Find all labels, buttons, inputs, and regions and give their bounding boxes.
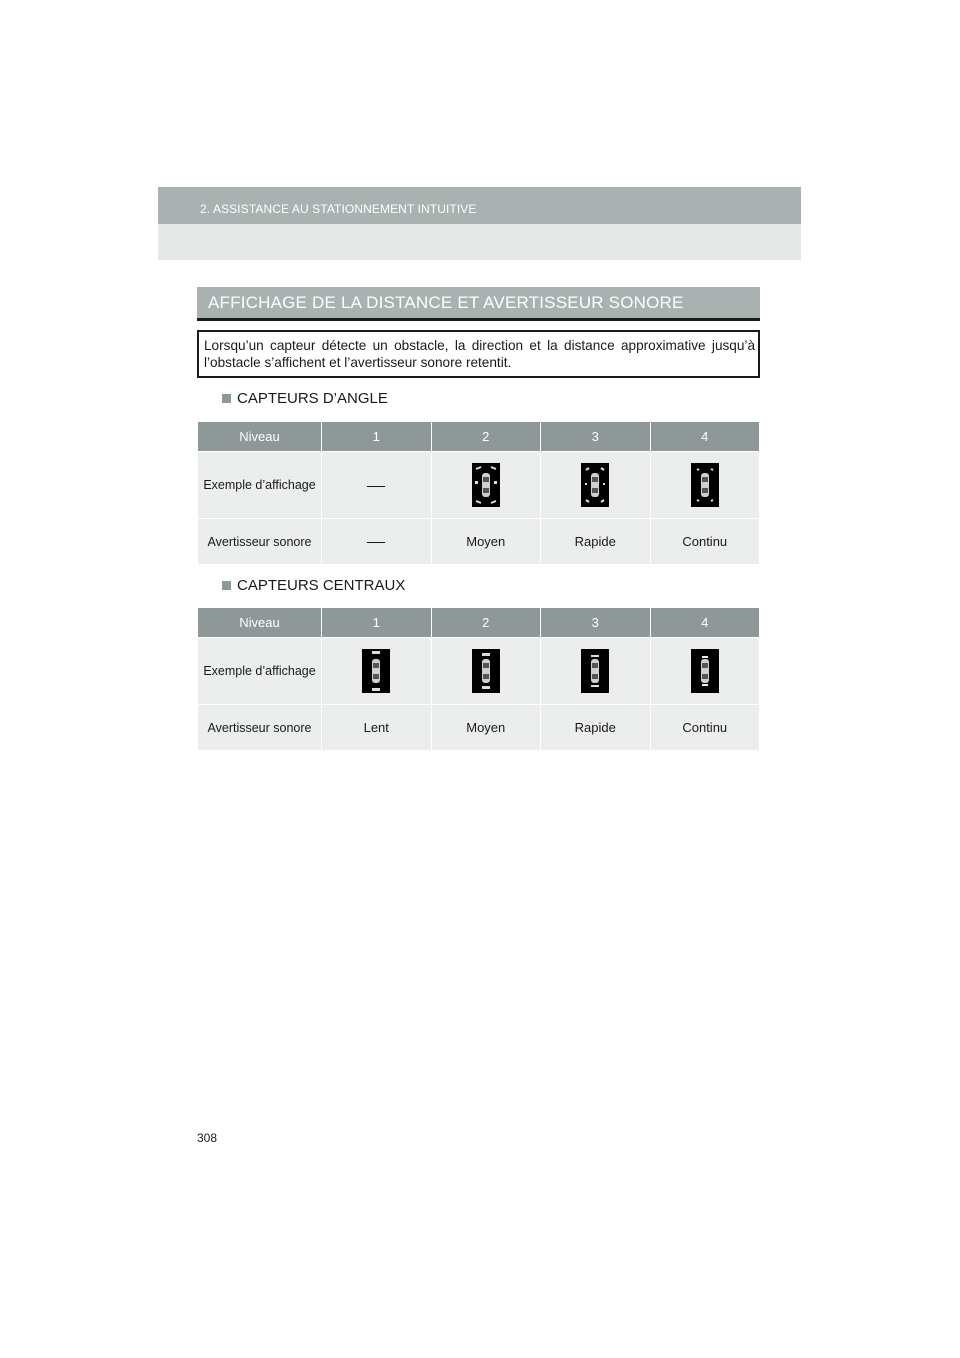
column-header: Niveau [198,608,322,638]
table-header-row [198,608,760,638]
corner-sensors-heading [222,390,388,407]
page-number: 308 [197,1131,218,1145]
chapter-title: 2. ASSISTANCE AU STATIONNEMENT INTUITIVE [200,202,477,216]
table-cell [322,452,432,519]
table-cell [322,519,432,565]
table-row [198,452,760,519]
center-level-2-icon [472,649,500,693]
column-header: 4 [650,422,760,452]
table-cell [431,452,541,519]
table-cell: Continu [650,519,760,565]
column-header: 1 [322,422,432,452]
table-cell [541,638,651,705]
corner-sensors-table [197,421,760,565]
table-cell: Continu [650,705,760,751]
table-cell [322,638,432,705]
center-sensors-heading-text: CAPTEURS CENTRAUX [237,577,406,594]
center-level-4-icon [691,649,719,693]
chapter-header [158,187,801,260]
table-cell [541,452,651,519]
section-title-bar [197,287,760,321]
row-label: Exemple d’affichage [198,452,322,519]
chapter-header-bar [158,187,801,224]
column-header: 3 [541,422,651,452]
corner-level-3-icon [581,463,609,507]
corner-sensors-heading-text: CAPTEURS D’ANGLE [237,390,388,407]
square-bullet-icon [222,581,231,590]
table-cell: Lent [322,705,432,751]
center-sensors-table [197,607,760,751]
corner-level-2-icon [472,463,500,507]
intro-box [197,330,760,378]
table-cell: Rapide [541,705,651,751]
table-cell [650,638,760,705]
column-header: 3 [541,608,651,638]
center-sensors-heading [222,577,405,594]
table-row [198,638,760,705]
row-label: Exemple d’affichage [198,638,322,705]
dash-icon [367,542,385,543]
table-cell: Rapide [541,519,651,565]
square-bullet-icon [222,394,231,403]
row-label: Avertisseur sonore [198,705,322,751]
center-level-3-icon [581,649,609,693]
section-title: AFFICHAGE DE LA DISTANCE ET AVERTISSEUR SONORE [208,293,684,312]
center-level-1-icon [362,649,390,693]
intro-text: Lorsqu’un capteur détecte un obstacle, la direction et la distance approximative jusqu’à l’obstacle s’affichent et l’avertisseur sonore retentit. [204,338,755,370]
row-label: Avertisseur sonore [198,519,322,565]
table-cell [431,638,541,705]
table-cell [650,452,760,519]
table-cell: Moyen [431,705,541,751]
table-row [198,705,760,751]
column-header: 2 [431,608,541,638]
corner-level-4-icon [691,463,719,507]
column-header: 2 [431,422,541,452]
column-header: Niveau [198,422,322,452]
table-header-row [198,422,760,452]
column-header: 4 [650,608,760,638]
table-cell: Moyen [431,519,541,565]
column-header: 1 [322,608,432,638]
dash-icon [367,486,385,487]
table-row [198,519,760,565]
